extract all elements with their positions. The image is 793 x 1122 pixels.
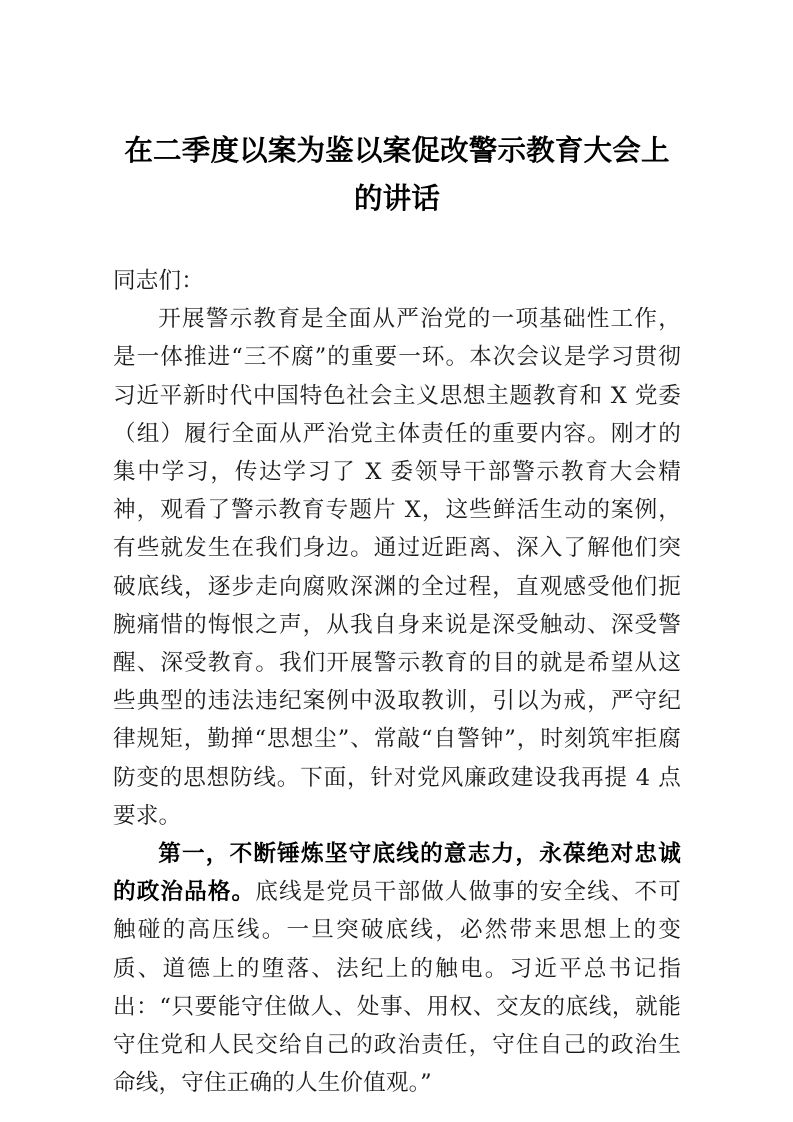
- paragraph-2-heading: 第一，不断锤炼坚守底线的意志力，永葆绝对忠诚的政治品格。: [113, 841, 681, 906]
- paragraph-1-text: 开展警示教育是全面从严治党的一项基础性工作，是一体推进“三不腐”的重要一环。本次会议是学习贯彻习近平新时代中国特色社会主义思想主题教育和 X 党委（组）履行全面从严治党主体责任的重要内容。刚才的集中学习，传达学习了 X 委领导干部警示教育大会精神，观看了警示教育专题片 X，这些鲜活生动的案例，有些就发生在我们身边。通过近距离、深入了解他们突破底线，逐步走向腐败深渊的全过程，直观感受他们扼腕痛惜的悔恨之声，从我自身来说是深受触动、深受警醒、深受教育。我们开展警示教育的目的就是希望从这些典型的违法违纪案例中汲取教训，引以为戒，严守纪律规矩，勤掸“思想尘”、常敲“自警钟”，时刻筑牢拒腐防变的思想防线。下面，针对党风廉政建设我再提 4 点要求。: [113, 306, 681, 829]
- document-body: [113, 262, 681, 1102]
- salutation: 同志们：: [113, 268, 204, 294]
- paragraph-2: [113, 835, 681, 1102]
- page-title: 在二季度以案为鉴以案促改警示教育大会上的讲话: [124, 136, 670, 215]
- document-content: [113, 0, 681, 1102]
- paragraph-2-text: 底线是党员干部做人做事的安全线、不可触碰的高压线。一旦突破底线，必然带来思想上的变质、道德上的堕落、法纪上的触电。习近平总书记指出：“只要能守住做人、处事、用权、交友的底线，就能守住党和人民交给自己的政治责任，守住自己的政治生命线，守住正确的人生价值观。”: [113, 879, 682, 1097]
- paragraph-1: [113, 300, 681, 835]
